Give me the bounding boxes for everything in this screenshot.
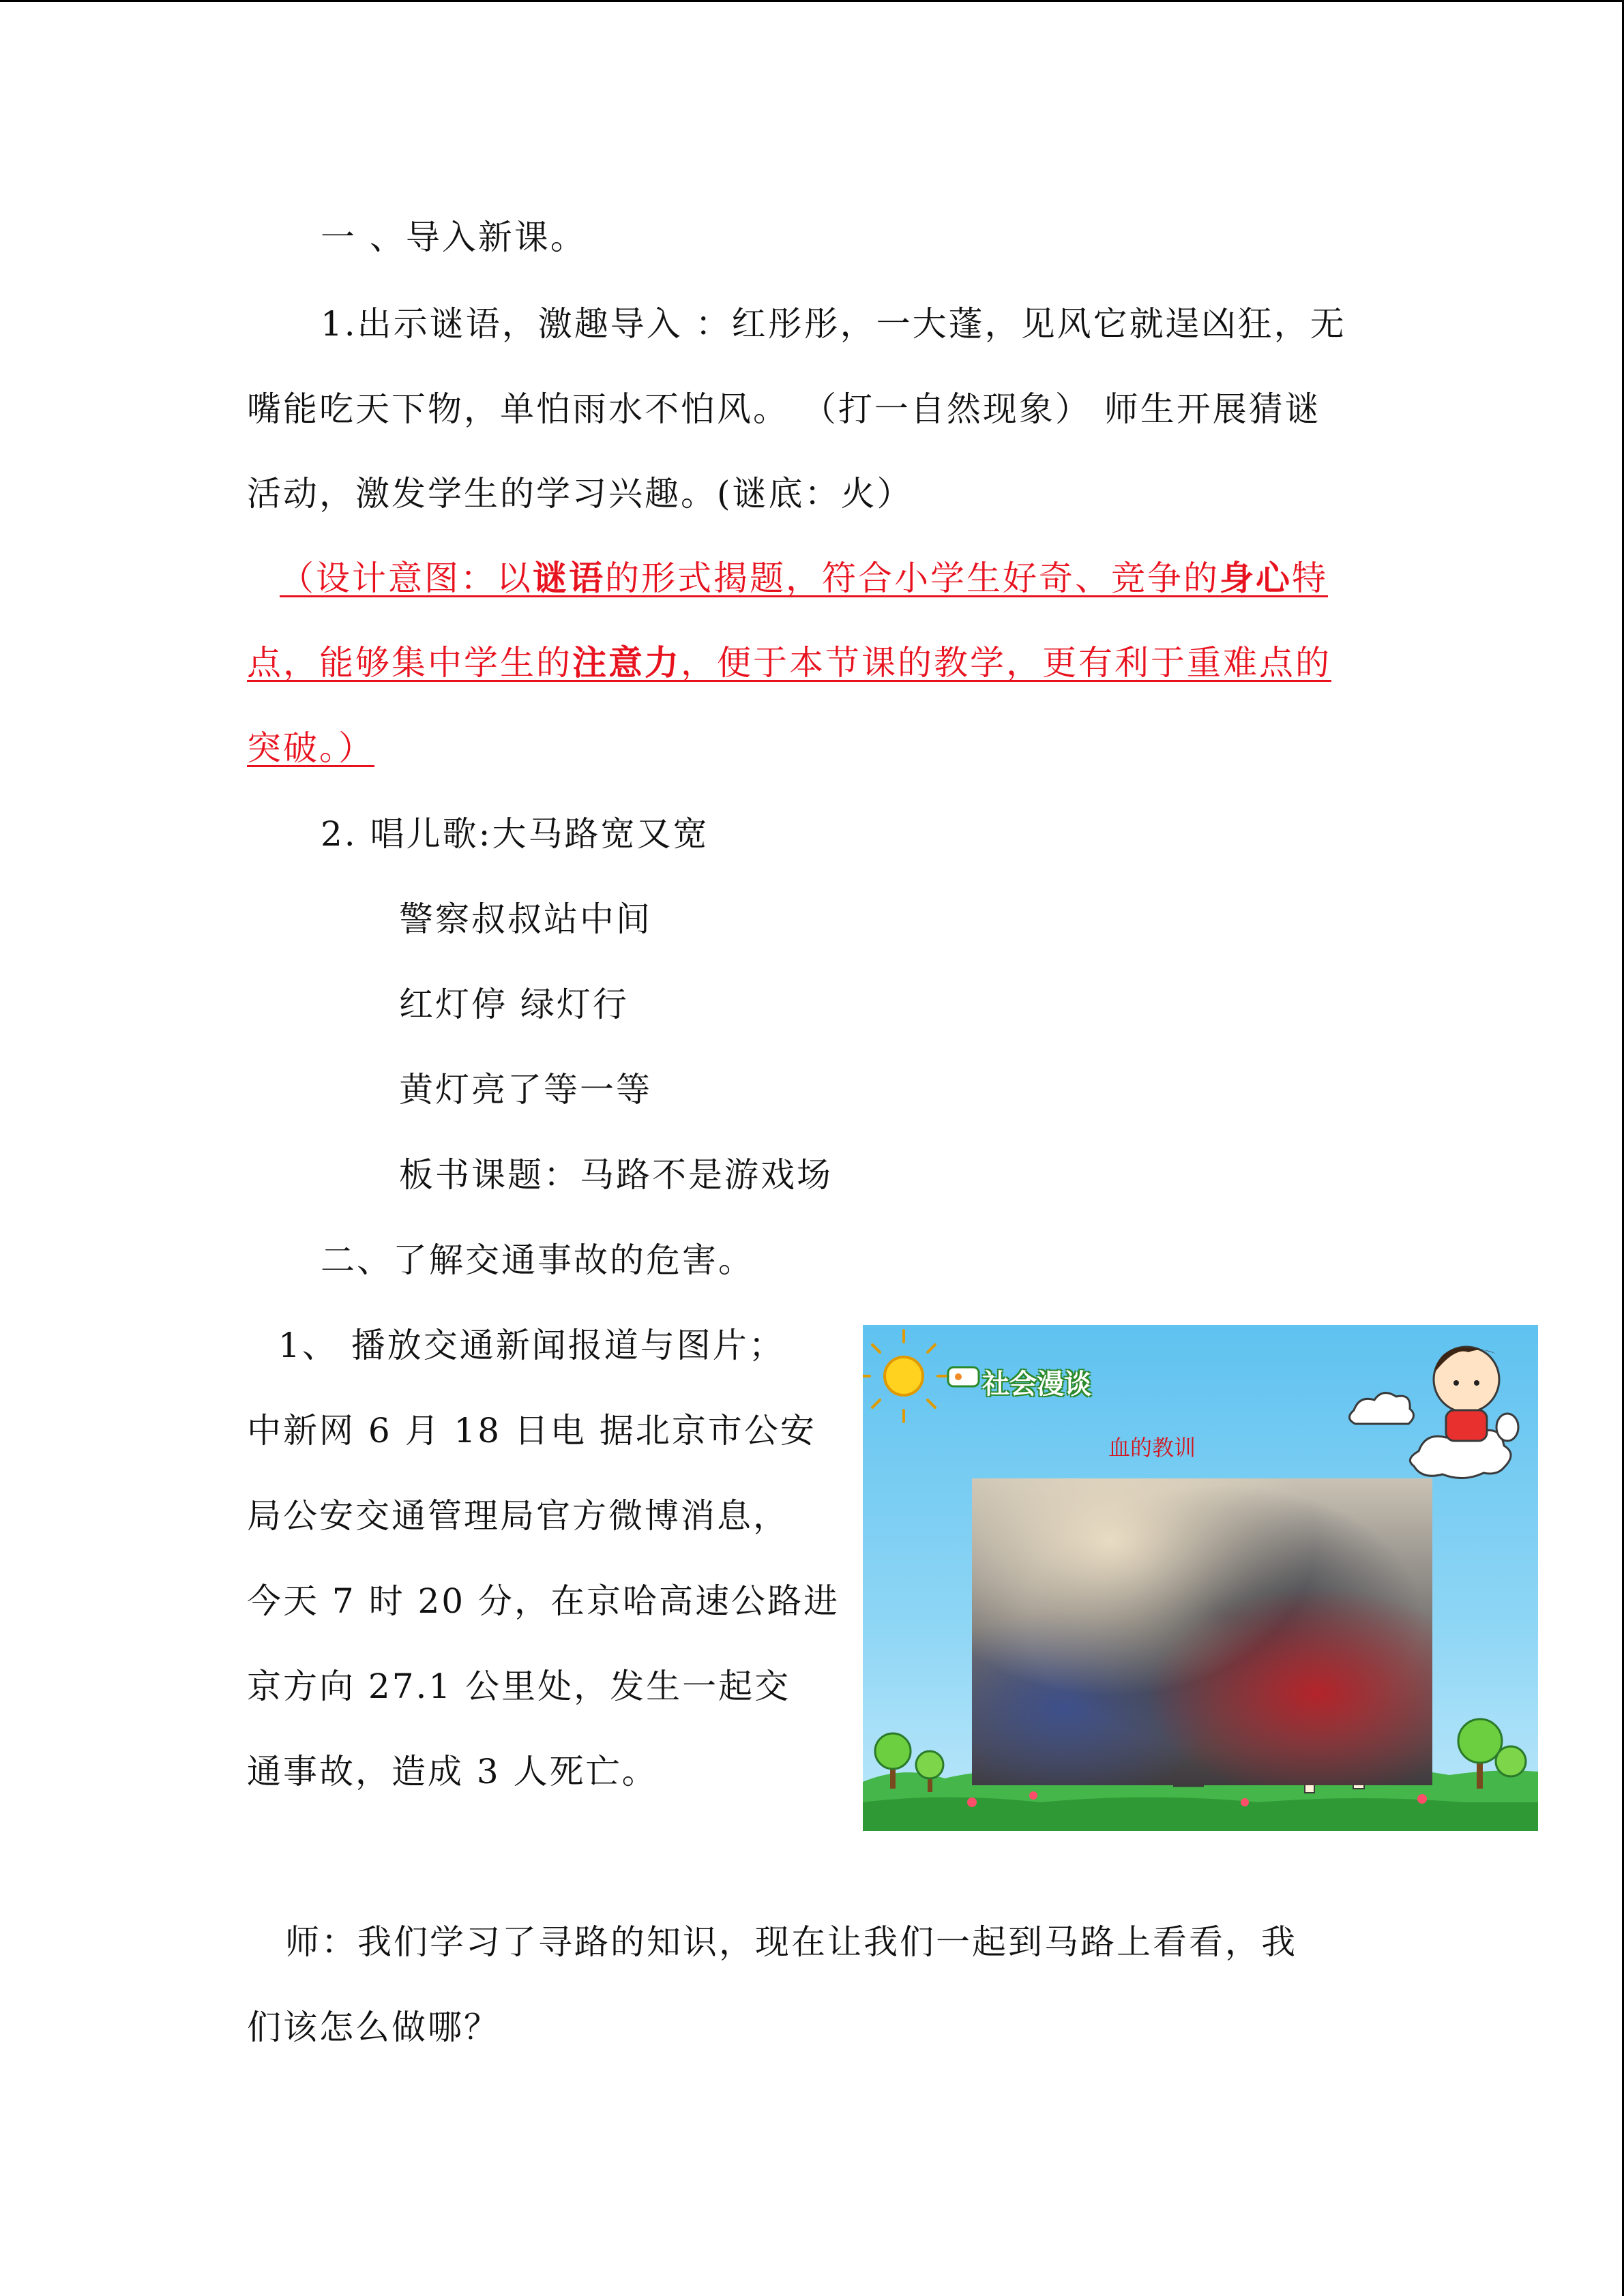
design-note-keyword-mind: 身心 — [1220, 558, 1292, 598]
news-line-3: 今天 7 时 20 分，在京哈高速公路进 — [247, 1581, 840, 1621]
design-note-keyword-riddle: 谜语 — [533, 558, 605, 598]
song-line-3: 黄灯亮了等一等 — [399, 1070, 652, 1109]
cartoon-child-icon — [1434, 1347, 1518, 1441]
news-line-2: 局公安交通管理局官方微博消息， — [247, 1496, 789, 1536]
news-line-1: 中新网 6 月 18 日电 据北京市公安 — [247, 1411, 816, 1450]
news-line-5: 通事故，造成 3 人死亡。 — [247, 1752, 658, 1791]
design-note-line-3: 突破。） — [247, 728, 374, 768]
cloud-icon — [1349, 1393, 1413, 1424]
design-note-text: 特 — [1292, 558, 1328, 598]
sun-icon — [863, 1330, 948, 1422]
design-note-text: 点，能够集中学生的 — [247, 643, 572, 683]
news-line-4: 京方向 27.1 公里处，发生一起交 — [247, 1667, 791, 1706]
riddle-line-2: 嘴能吃天下物，单怕雨水不怕风。 （打一自然现象） 师生开展猜谜 — [247, 389, 1321, 429]
news-item-title: 1、 播放交通新闻报道与图片； — [278, 1326, 785, 1365]
teacher-line-2: 们该怎么做哪？ — [247, 2008, 500, 2047]
slide-title: 社会漫谈 — [982, 1369, 1091, 1400]
song-line-2: 红灯停 绿灯行 — [399, 985, 629, 1024]
design-note-line-1 — [280, 558, 1328, 599]
section-heading-1: 一 、导入新课。 — [321, 218, 587, 257]
accident-slide-image — [863, 1325, 1538, 1831]
lesson-title-line: 板书课题：马路不是游戏场 — [399, 1155, 833, 1195]
song-line-1: 警察叔叔站中间 — [399, 899, 652, 939]
design-note-text: ，便于本节课的教学，更有利于重难点的 — [681, 643, 1331, 683]
page-top-border — [0, 0, 1624, 2]
song-title: 2. 唱儿歌:大马路宽又宽 — [321, 814, 709, 854]
design-note-line-2 — [247, 642, 1331, 683]
riddle-line-1: 1.出示谜语，激趣导入 ：红彤彤，一大蓬，见风它就逞凶狂，无 — [321, 304, 1346, 344]
speech-badge-icon — [948, 1367, 979, 1386]
riddle-line-3: 活动，激发学生的学习兴趣。(谜底：火） — [247, 474, 913, 513]
grass-shadow — [863, 1798, 1538, 1832]
section-heading-2: 二、了解交通事故的危害。 — [321, 1240, 754, 1280]
design-note-keyword-attention: 注意力 — [572, 642, 681, 683]
design-note-text: （设计意图：以 — [280, 558, 533, 598]
accident-photo — [972, 1478, 1432, 1785]
design-note-text: 的形式揭题，符合小学生好奇、竞争的 — [605, 558, 1220, 598]
slide-subtitle: 血的教训 — [1108, 1435, 1196, 1461]
teacher-line-1: 师：我们学习了寻路的知识，现在让我们一起到马路上看看，我 — [285, 1922, 1297, 1962]
